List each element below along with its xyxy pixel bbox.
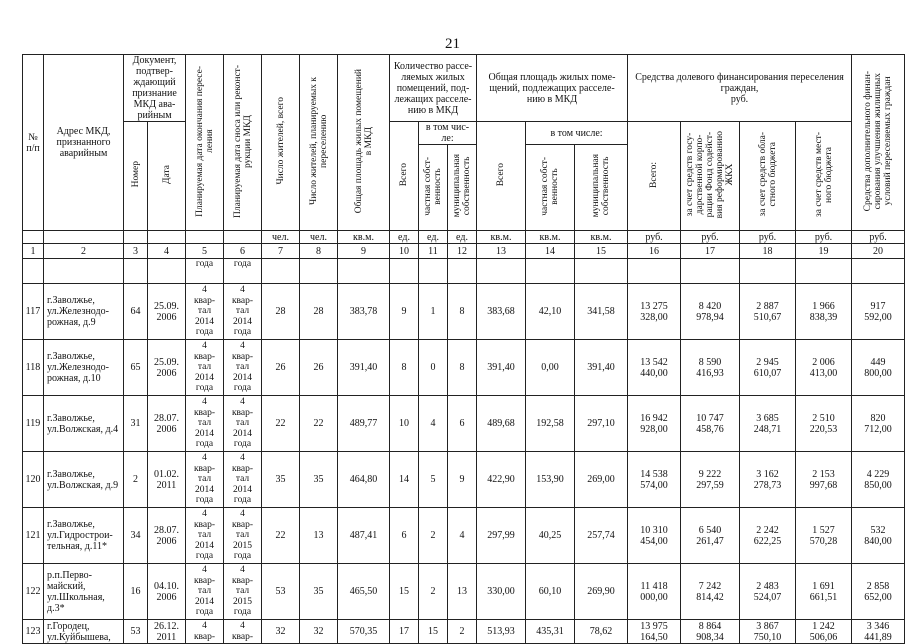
residents-total-cell: 53 — [262, 564, 300, 620]
funds-federal-cell: 9 222 297,59 — [681, 452, 740, 508]
resettlement-table — [22, 54, 905, 644]
unit-cell: чел. — [262, 231, 300, 244]
planned-demolition-cell: 4 квар- тал 2014 года — [224, 396, 262, 452]
planned-demolition-cell: 4 квар- тал 2015 года — [224, 564, 262, 620]
row-number-cell: 122 — [23, 564, 44, 620]
header-funds-regional: за счет средств обла- стного бюджета — [740, 122, 796, 231]
residents-to-resettle-cell: 28 — [300, 284, 338, 340]
address-cell: г.Заволжье, ул.Железнодо- рожная, д.10 — [44, 340, 124, 396]
funds-regional-cell: 2 945 610,07 — [740, 340, 796, 396]
column-number: 4 — [148, 244, 186, 259]
document-number-cell: 65 — [124, 340, 148, 396]
additional-funding-cell: 3 346 441,89 — [852, 620, 905, 644]
column-number: 11 — [419, 244, 448, 259]
address-cell: г.Заволжье, ул.Гидрострои- тельная, д.11* — [44, 508, 124, 564]
funds-regional-cell: 3 867 750,10 — [740, 620, 796, 644]
header-residents-total: Число жителей, всего — [262, 55, 300, 231]
premises-total-cell: 14 — [390, 452, 419, 508]
area-private-cell: 153,90 — [526, 452, 575, 508]
header-total-area: Общая площадь жилых помещений в МКД — [338, 55, 390, 231]
area-municipal-cell: 341,58 — [575, 284, 628, 340]
total-area-cell: 570,35 — [338, 620, 390, 644]
column-number: 1 — [23, 244, 44, 259]
funds-local-cell: 1 966 838,39 — [796, 284, 852, 340]
area-private-cell: 192,58 — [526, 396, 575, 452]
area-municipal-cell: 269,00 — [575, 452, 628, 508]
funds-regional-cell: 2 887 510,67 — [740, 284, 796, 340]
continuation-cell: года — [224, 259, 262, 284]
total-area-cell: 383,78 — [338, 284, 390, 340]
funds-local-cell: 2 153 997,68 — [796, 452, 852, 508]
funds-regional-cell: 2 483 524,07 — [740, 564, 796, 620]
funds-local-cell: 1 242 506,06 — [796, 620, 852, 644]
additional-funding-cell: 820 712,00 — [852, 396, 905, 452]
residents-total-cell: 26 — [262, 340, 300, 396]
premises-municipal-cell: 6 — [448, 396, 477, 452]
residents-to-resettle-cell: 35 — [300, 452, 338, 508]
table-row — [23, 564, 905, 620]
residents-total-cell: 22 — [262, 508, 300, 564]
planned-demolition-cell: 4 квар- тал 2014 года — [224, 340, 262, 396]
premises-municipal-cell: 2 — [448, 620, 477, 644]
column-number: 8 — [300, 244, 338, 259]
area-private-cell: 435,31 — [526, 620, 575, 644]
row-number-cell: 119 — [23, 396, 44, 452]
document-date-cell: 25.09. 2006 — [148, 340, 186, 396]
document-date-cell: 28.07. 2006 — [148, 508, 186, 564]
residents-to-resettle-cell: 22 — [300, 396, 338, 452]
premises-municipal-cell: 4 — [448, 508, 477, 564]
area-total-cell: 383,68 — [477, 284, 526, 340]
area-municipal-cell: 257,74 — [575, 508, 628, 564]
premises-municipal-cell: 8 — [448, 340, 477, 396]
area-total-cell: 422,90 — [477, 452, 526, 508]
planned-demolition-cell: 4 квар- тал 2014 года — [224, 452, 262, 508]
residents-to-resettle-cell: 13 — [300, 508, 338, 564]
header-planned-resettlement-end: Планируемая дата окончания пересе- ления — [186, 55, 224, 231]
column-number: 3 — [124, 244, 148, 259]
table-row — [23, 340, 905, 396]
column-number: 12 — [448, 244, 477, 259]
premises-private-cell: 5 — [419, 452, 448, 508]
premises-municipal-cell: 9 — [448, 452, 477, 508]
funds-federal-cell: 8 864 908,34 — [681, 620, 740, 644]
column-number: 6 — [224, 244, 262, 259]
document-date-cell: 26.12. 2011 — [148, 620, 186, 644]
column-number: 13 — [477, 244, 526, 259]
planned-resettlement-end-cell: 4 квар- тал 2014 года — [186, 508, 224, 564]
funds-total-cell: 14 538 574,00 — [628, 452, 681, 508]
document-number-cell: 34 — [124, 508, 148, 564]
unit-cell: чел. — [300, 231, 338, 244]
address-cell: р.п.Перво- майский, ул.Школьная, д.3* — [44, 564, 124, 620]
premises-private-cell: 0 — [419, 340, 448, 396]
unit-cell: руб. — [796, 231, 852, 244]
column-number: 15 — [575, 244, 628, 259]
planned-resettlement-end-cell: 4 квар- — [186, 620, 224, 644]
premises-private-cell: 1 — [419, 284, 448, 340]
header-address: Адрес МКД, признанного аварийным — [44, 55, 124, 231]
funds-local-cell: 1 527 570,28 — [796, 508, 852, 564]
additional-funding-cell: 2 858 652,00 — [852, 564, 905, 620]
planned-resettlement-end-cell: 4 квар- тал 2014 года — [186, 564, 224, 620]
header-count-including: в том чис- ле: — [419, 122, 477, 145]
planned-resettlement-end-cell: 4 квар- тал 2014 года — [186, 396, 224, 452]
header-area-group: Общая площадь жилых поме- щений, подлежащих расселе- нию в МКД — [477, 55, 628, 122]
planned-resettlement-end-cell: 4 квар- тал 2014 года — [186, 452, 224, 508]
total-area-cell: 464,80 — [338, 452, 390, 508]
row-number-cell: 120 — [23, 452, 44, 508]
area-private-cell: 42,10 — [526, 284, 575, 340]
unit-cell: руб. — [628, 231, 681, 244]
header-funds-total: Всего: — [628, 122, 681, 231]
premises-private-cell: 15 — [419, 620, 448, 644]
additional-funding-cell: 449 800,00 — [852, 340, 905, 396]
planned-demolition-cell: 4 квар- тал 2014 года — [224, 284, 262, 340]
premises-total-cell: 17 — [390, 620, 419, 644]
total-area-cell: 487,41 — [338, 508, 390, 564]
header-funds-federal: за счет средств госу- дарственной корпо- рации Фонд содейст- вия реформированию ЖКХ — [681, 122, 740, 231]
column-number: 17 — [681, 244, 740, 259]
unit-cell: кв.м. — [338, 231, 390, 244]
planned-demolition-cell: 4 квар- — [224, 620, 262, 644]
continuation-cell: года — [186, 259, 224, 284]
document-number-cell: 64 — [124, 284, 148, 340]
header-funds-local: за счет средств мест- ного бюджета — [796, 122, 852, 231]
residents-to-resettle-cell: 35 — [300, 564, 338, 620]
header-document-number: Номер — [124, 122, 148, 231]
funds-federal-cell: 6 540 261,47 — [681, 508, 740, 564]
unit-cell: ед. — [419, 231, 448, 244]
premises-total-cell: 6 — [390, 508, 419, 564]
column-number: 18 — [740, 244, 796, 259]
funds-total-cell: 11 418 000,00 — [628, 564, 681, 620]
address-cell: г.Городец, ул.Куйбышева, — [44, 620, 124, 644]
funds-total-cell: 13 275 328,00 — [628, 284, 681, 340]
unit-cell: ед. — [448, 231, 477, 244]
area-private-cell: 0,00 — [526, 340, 575, 396]
unit-cell: кв.м. — [477, 231, 526, 244]
header-residents-to-resettle: Число жителей, планируемых к переселению — [300, 55, 338, 231]
table-row — [23, 508, 905, 564]
document-date-cell: 25.09. 2006 — [148, 284, 186, 340]
premises-private-cell: 2 — [419, 564, 448, 620]
premises-total-cell: 9 — [390, 284, 419, 340]
document-date-cell: 01.02. 2011 — [148, 452, 186, 508]
column-number: 9 — [338, 244, 390, 259]
header-document-date: Дата — [148, 122, 186, 231]
column-number: 20 — [852, 244, 905, 259]
premises-total-cell: 10 — [390, 396, 419, 452]
area-municipal-cell: 78,62 — [575, 620, 628, 644]
page-number: 21 — [445, 36, 460, 52]
funds-total-cell: 10 310 454,00 — [628, 508, 681, 564]
header-row-number: № п/п — [23, 55, 44, 231]
funds-federal-cell: 7 242 814,42 — [681, 564, 740, 620]
table-row — [23, 396, 905, 452]
additional-funding-cell: 917 592,00 — [852, 284, 905, 340]
residents-total-cell: 32 — [262, 620, 300, 644]
area-municipal-cell: 269,90 — [575, 564, 628, 620]
residents-total-cell: 22 — [262, 396, 300, 452]
unit-cell: руб. — [681, 231, 740, 244]
funds-total-cell: 13 542 440,00 — [628, 340, 681, 396]
additional-funding-cell: 4 229 850,00 — [852, 452, 905, 508]
header-count-total: Всего — [390, 122, 419, 231]
area-municipal-cell: 391,40 — [575, 340, 628, 396]
column-number: 5 — [186, 244, 224, 259]
header-document-group: Документ, подтвер- ждающий признание МКД ава- рийным — [124, 55, 186, 122]
funds-federal-cell: 8 590 416,93 — [681, 340, 740, 396]
residents-total-cell: 35 — [262, 452, 300, 508]
table-row — [23, 284, 905, 340]
premises-private-cell: 2 — [419, 508, 448, 564]
table-row — [23, 452, 905, 508]
funds-regional-cell: 3 685 248,71 — [740, 396, 796, 452]
unit-cell: ед. — [390, 231, 419, 244]
column-number: 2 — [44, 244, 124, 259]
residents-to-resettle-cell: 32 — [300, 620, 338, 644]
address-cell: г.Заволжье, ул.Волжская, д.4 — [44, 396, 124, 452]
continuation-row — [23, 259, 905, 284]
header-count-private: частная собст- венность — [419, 145, 448, 231]
funds-local-cell: 1 691 661,51 — [796, 564, 852, 620]
planned-demolition-cell: 4 квар- тал 2015 года — [224, 508, 262, 564]
area-total-cell: 489,68 — [477, 396, 526, 452]
total-area-cell: 391,40 — [338, 340, 390, 396]
header-area-total: Всего — [477, 122, 526, 231]
unit-cell: руб. — [740, 231, 796, 244]
funds-federal-cell: 8 420 978,94 — [681, 284, 740, 340]
address-cell: г.Заволжье, ул.Волжская, д.9 — [44, 452, 124, 508]
residents-total-cell: 28 — [262, 284, 300, 340]
document-number-cell: 2 — [124, 452, 148, 508]
area-total-cell: 513,93 — [477, 620, 526, 644]
funds-federal-cell: 10 747 458,76 — [681, 396, 740, 452]
column-numbers-row — [23, 244, 905, 259]
header-area-municipal: муниципальная собственность — [575, 145, 628, 231]
funds-total-cell: 16 942 928,00 — [628, 396, 681, 452]
document-date-cell: 28.07. 2006 — [148, 396, 186, 452]
header-area-private: частная собст- венность — [526, 145, 575, 231]
address-cell: г.Заволжье, ул.Железнодо- рожная, д.9 — [44, 284, 124, 340]
premises-total-cell: 15 — [390, 564, 419, 620]
premises-total-cell: 8 — [390, 340, 419, 396]
header-planned-demolition: Планируемая дата сноса или реконст- рукции МКД — [224, 55, 262, 231]
funds-total-cell: 13 975 164,50 — [628, 620, 681, 644]
funds-regional-cell: 3 162 278,73 — [740, 452, 796, 508]
premises-private-cell: 4 — [419, 396, 448, 452]
header-premises-count-group: Количество рассе- ляемых жилых помещений, под- лежащих расселе- нию в МКД — [390, 55, 477, 122]
funds-regional-cell: 2 242 622,25 — [740, 508, 796, 564]
premises-municipal-cell: 8 — [448, 284, 477, 340]
residents-to-resettle-cell: 26 — [300, 340, 338, 396]
total-area-cell: 465,50 — [338, 564, 390, 620]
row-number-cell: 117 — [23, 284, 44, 340]
row-number-cell: 118 — [23, 340, 44, 396]
planned-resettlement-end-cell: 4 квар- тал 2014 года — [186, 340, 224, 396]
premises-municipal-cell: 13 — [448, 564, 477, 620]
header-additional-funding: Средства дополнительного финан- сирования улучшения жилищных условий переселяемых граждан — [852, 55, 905, 231]
row-number-cell: 123 — [23, 620, 44, 644]
column-number: 19 — [796, 244, 852, 259]
funds-local-cell: 2 006 413,00 — [796, 340, 852, 396]
area-private-cell: 40,25 — [526, 508, 575, 564]
planned-resettlement-end-cell: 4 квар- тал 2014 года — [186, 284, 224, 340]
header-funds-group: Средства долевого финансирования переселения граждан, руб. — [628, 55, 852, 122]
total-area-cell: 489,77 — [338, 396, 390, 452]
additional-funding-cell: 532 840,00 — [852, 508, 905, 564]
column-number: 16 — [628, 244, 681, 259]
area-total-cell: 391,40 — [477, 340, 526, 396]
document-number-cell: 31 — [124, 396, 148, 452]
document-number-cell: 53 — [124, 620, 148, 644]
column-number: 7 — [262, 244, 300, 259]
area-total-cell: 297,99 — [477, 508, 526, 564]
document-number-cell: 16 — [124, 564, 148, 620]
document-date-cell: 04.10. 2006 — [148, 564, 186, 620]
header-count-municipal: муниципальная собственность — [448, 145, 477, 231]
header-area-including: в том числе: — [526, 122, 628, 145]
unit-cell: руб. — [852, 231, 905, 244]
column-number: 14 — [526, 244, 575, 259]
area-total-cell: 330,00 — [477, 564, 526, 620]
units-row — [23, 231, 905, 244]
column-number: 10 — [390, 244, 419, 259]
funds-local-cell: 2 510 220,53 — [796, 396, 852, 452]
unit-cell: кв.м. — [526, 231, 575, 244]
area-municipal-cell: 297,10 — [575, 396, 628, 452]
unit-cell: кв.м. — [575, 231, 628, 244]
row-number-cell: 121 — [23, 508, 44, 564]
area-private-cell: 60,10 — [526, 564, 575, 620]
